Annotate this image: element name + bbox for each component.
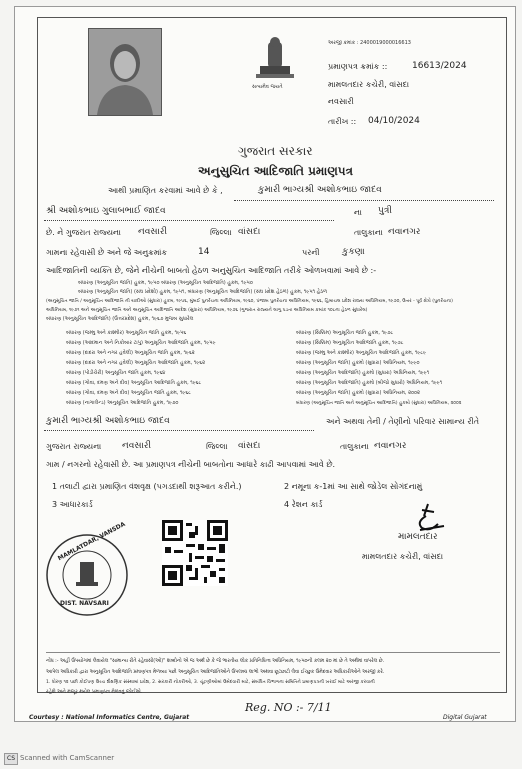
footer-note: 1. ધોરણ ૧૨ પછી કોઈપણ ઉચ્ચ શૈક્ષણિક સંસ્થામાં પ્રવેશ, 2. સરકારી નોકરીઓ, 3. ચૂંટણીઓમાં ઉમેદવારી માટે, સંબંધિત વિભાગના સમિતિને પ્રમાણપત્રની ખરાઈ માટે અરજી કરવાની (46, 680, 375, 685)
courtesy-nic: Courtesy : National Informatics Centre, Gujarat (29, 714, 190, 721)
sub-district: વાંસદા (238, 227, 261, 237)
name-underline (234, 200, 494, 201)
residence-village: નવાનગર (374, 441, 407, 451)
issue-date: 04/10/2024 (368, 116, 420, 126)
order-left: બંધારણ (આંદમાન અને નિકોબાર ટાપુ) અનુસૂચિત આદિજાતિ હુકમ, ૧૯૫૯ (66, 340, 216, 346)
certificate-number-label: પ્રમાણપત્ર ક્રમાંક :: (328, 62, 388, 71)
order-line: બંધારણ (અનુસૂચિત જાતિ) હુકમ, ૧૯૫૦ બંધારણ (અનુસૂચિત આદિજાતિ) હુકમ, ૧૯૫૦ (78, 280, 253, 286)
application-number: અરજી ક્રમાંક : 2400019000016613 (328, 40, 411, 46)
tribe-statement: આદિજાતિની વ્યક્તિ છે, જેને નીચેની બાબતો હેઠળ અનુસુચિત આદિજાતિ તરીકે ઓળખવામાં આવે છે :- (46, 266, 377, 275)
order-right: બંધારણ (જમ્મુ અને કાશ્મીર) અનુસૂચિત આદિજાતિ હુકમ, ૧૯૮૯ (296, 350, 427, 356)
district-label: જિલ્લા (210, 228, 232, 237)
order-left: બંધારણ (ગોવા, દમણ અને દીવ) અનુસૂચિત જાતિ હુકમ, ૧૯૬૮ (66, 390, 191, 396)
relation-na: ના (354, 208, 362, 217)
order-left: બંધારણ (જમ્મુ અને કાશ્મીર) અનુસૂચિત જાતિ હુકમ, ૧૯૫૬ (66, 330, 187, 336)
order-line: બંધારણ (અનુસૂચિત આદિજાતિ) (ઉત્તરપ્રદેશ) હુકમ, ૧૯૬૭ મુજબ સુધારેલ (46, 316, 194, 322)
father-name: શ્રી અશોકભાઇ ગુલાબભાઈ જાદવ (46, 206, 166, 216)
applicant-photo (88, 28, 162, 116)
state-prefix: છે. ને ગુજરાત રાજ્યના (46, 228, 121, 237)
certificate-border (37, 17, 507, 693)
residence-district: નવસારી (122, 441, 152, 451)
residence-taluka-label: તાલુકાના (340, 442, 369, 451)
officer-title: મામલતદાર (398, 532, 438, 542)
father-underline (44, 220, 334, 221)
digital-gujarat: Digital Gujarat (443, 714, 487, 721)
residence-statement: ગામ / નગરનો રહેવાસી છે. આ પ્રમાણપત્ર નીચેની બાબતોના આધારે કાઢી આપવામાં આવે છે. (46, 460, 336, 469)
relation: પુત્રી (378, 206, 392, 216)
residence-sub-district: વાંસદા (238, 441, 261, 451)
order-left: બંધારણ (દાદરા અને નગર હવેલી) અનુસૂચિત આદિજાતિ હુકમ, ૧૯૬૨ (66, 360, 206, 366)
residence-underline (44, 430, 314, 431)
order-right: બંધારણ (અનુસૂચિત જાતિ અને અનુસૂચિત આદિજાતિ) હુકમો (સુધારા) અધિનિયમ, ૨૦૦૨ (296, 401, 462, 406)
stamp-top-text: MAMLATDAR, VANSDA (56, 520, 127, 563)
order-right: બંધારણ (સિક્કિમ) અનુસૂચિત આદિજાતિ હુકમ, ૧૯૭૮ (296, 340, 404, 346)
document-item: 1 તલાટી દ્વારા પ્રમાણિત વંશવૃક્ષ (પગડદાથી શરૂઆત કરીને.) (52, 482, 242, 491)
handwritten-register-number: Reg. NO :- 7/11 (245, 701, 332, 714)
order-left: બંધારણ (પોંડીચેરી) અનુસૂચિત જાતિ હુકમ, ૧૯૬૪ (66, 370, 166, 376)
officer-office: મામલતદાર કચેરી, વાંસદા (362, 552, 444, 561)
camscanner-label: Scanned with CamScanner (20, 754, 115, 762)
order-right: બંધારણ (અનુસૂચિત જાતિ) હુકમો (સુધારા) અધિનિયમ, ૧૯૯૦ (296, 360, 420, 366)
taluka-label: તાલુકાના (354, 228, 383, 237)
applicant-name: કુમારી ભાગ્યશ્રી અશોકભાઇ જાદવ (258, 185, 382, 195)
certificate-number: 16613/2024 (412, 61, 467, 71)
footer-note: રહેશે અને મંજૂર થયેલ પ્રમાણપત્ર મેળવવું જોઈએ. (46, 690, 143, 695)
emblem-caption: સત્યમેવ જયતે (252, 84, 283, 90)
district: નવસારી (138, 227, 168, 237)
certificate-sheet (14, 6, 516, 722)
order-left: બંધારણ (ગોવા, દમણ અને દીવ) અનુસૂચિત આદિજાતિ હુકમ, ૧૯૬૮ (66, 380, 202, 386)
order-left: બંધારણ (નાગાલેન્ડ) અનુસૂચિત આદિજાતિ હુકમ, ૧૯૭૦ (66, 400, 179, 406)
document-item: 2 નમૂના ક-1માં આ સાથે જોડેલ સોગંદનામું (284, 482, 423, 491)
camscanner-badge: CS (4, 753, 18, 765)
serial-parti: પરની (302, 248, 320, 257)
village: નવાનગર (388, 227, 421, 237)
footer-divider (46, 652, 500, 653)
officer-signature (408, 502, 448, 536)
serial-prefix: ગામના રહેવાસી છે અને જે અનુક્રમાંક (46, 248, 168, 257)
order-line: અધિનિયમ, ૧૯૭૧ અને અનુસૂચિત જાતિ અને અનુસૂચિત આદિજાતિ આદેશ (સુધારા) અધિનિયમ, ૧૯૭૬ (ગુજરાત રાજ્યને લાગુ પડતા અધિનિયમ ક્રમાંક ૧૦૮ના હેઠળ સુધારેલ) (46, 308, 368, 313)
certificate-title: અનુસુચિત આદિજાતિ પ્રમાણપત્ર (198, 164, 353, 178)
qr-code (162, 520, 228, 586)
footer-note: નોંધ :- અહીં ઉપયોગમાં લેવાયેલ "સામાન્ય રીતે રહેવાસી(ઓ)" શબ્દોનો એ જ અર્થ છે કે જે ભારતીય લોક પ્રતિનિધિત્વ અધિનિયમ, ૧૯૫૦ની કલમ ૨૦ માં છે તે અર્થમાં વાપરેલ છે. (46, 659, 384, 664)
order-right: બંધારણ (અનુસૂચિત આદિજાતિ) હુકમો (બીજો સુધારો) અધિનિયમ, ૧૯૯૧ (296, 380, 443, 386)
order-right: બંધારણ (અનુસૂચિત જાતિ) હુકમો (સુધારા) અધિનિયમ, ૨૦૦૨ (296, 390, 420, 396)
date-label: તારીખ :: (328, 117, 357, 126)
issuing-district: નવસારી (328, 97, 354, 106)
order-line: બંધારણ (અનુસૂચિત જાતિ) (સંઘ પ્રદેશો) હુકમ, ૧૯૫૧, બંધારણ (અનુસૂચિત આદિજાતિ) (સંઘ પ્રદેશ હેઠળ) હુકમ, ૧૯૫૧ હેઠળ (78, 289, 328, 295)
serial-number: 14 (198, 247, 210, 257)
issuing-office: મામલતદાર કચેરી, વાંસદા (328, 80, 410, 89)
national-emblem (248, 36, 302, 96)
residence-suffix: અને અથવા તેની / તેણીનો પરિવાર સામાન્ય રીતે (326, 417, 480, 426)
document-item: 4 રેશન કાર્ડ (284, 500, 323, 509)
office-stamp (44, 520, 130, 618)
residence-name: કુમારી ભાગ્યશ્રી અશોકભાઇ જાદવ (46, 416, 170, 426)
order-right: બંધારણ (સિક્કિમ) અનુસૂચિત જાતિ હુકમ, ૧૯૭૮ (296, 330, 394, 336)
footer-note: આપેલ અધિકારી દ્વારા અનુસૂચિત આદિજાતિ પ્રમાણપત્ર મેળવ્યા પછી અનુસૂચિત આદિજાતિઓને ઉપલબ્ધ લાભો અથવા છૂટછાટો લેવા ઈચ્છુક ઉમેદવાર અધિકારીઓને અરજી કરે. (46, 670, 385, 675)
tribe-name: કુકણા (342, 247, 365, 257)
stamp-bottom-text: DIST. NAVSARI (60, 600, 109, 607)
scanner-footer (0, 748, 522, 769)
government-title: ગુજરાત સરકાર (238, 144, 313, 158)
order-left: બંધારણ (દાદરા અને નગર હવેલી) અનુસૂચિત જાતિ હુકમ, ૧૯૬૨ (66, 350, 195, 356)
document-item: 3 આધારકાર્ડ (52, 500, 93, 509)
residence-district-label: જિલ્લા (206, 442, 228, 451)
order-line: (અનુસૂચિત જાતિ / અનુસૂચિત આદિજાતિ ની યાદીઓ (સુધારા) હુકમ, ૧૯૫૬, મુંબઈ પુનર્રચના અધિનિયમ, ૧૯૬૦, પંજાબ પુનર્રચના અધિનિયમ, ૧૯૬૬, હિમાચલ પ્રદેશ રાજ્ય અધિનિયમ, ૧૯૭૦, ઉત્તર - પૂર્વ ક્ષેત્રો (પુનર્રચના) (46, 299, 453, 304)
residence-state: ગુજરાત રાજ્યના (46, 442, 102, 451)
order-right: બંધારણ (અનુસૂચિત આદિજાતિ) હુકમો (સુધારા) અધિનિયમ, ૧૯૯૧ (296, 370, 430, 376)
certify-prefix: આથી પ્રમાણિત કરવામાં આવે છે કે , (108, 186, 223, 195)
